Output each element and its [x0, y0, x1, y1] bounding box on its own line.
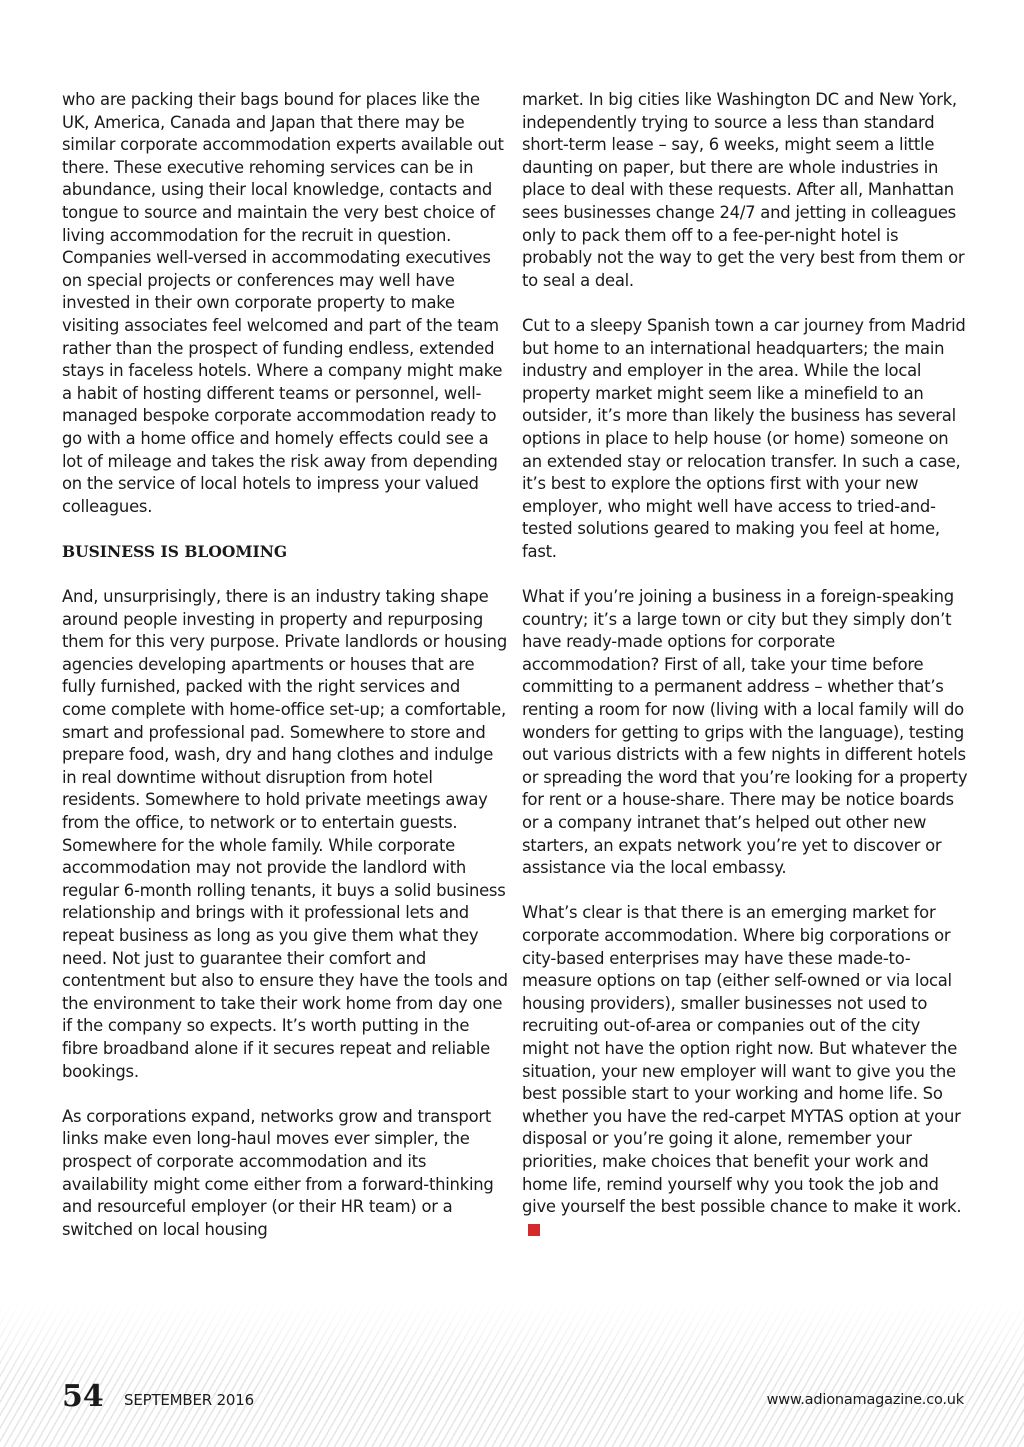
diagonal-hatch-decoration	[0, 1300, 1024, 1447]
right-paragraph-4: What’s clear is that there is an emerging market for corporate accommodation. Where big corporations or city-based enterprises may have these made-to-measure options on tap (either self-owned or via local housing providers), smaller businesses not used to recruiting out-of-area or companies out of the city might not have the option right now. But whatever the situation, your new employer will want to give you the best possible start to your working and home life. So whether you have the red-carpet MYTAS option at your disposal or you’re going it alone, remember your priorities, make choices that benefit your work and home life, remind yourself why you took the job and give yourself the best possible chance to make it work.	[522, 903, 962, 1217]
right-paragraph-4-wrapper	[522, 902, 968, 1241]
article-left-column	[62, 89, 508, 1264]
left-paragraph-3: As corporations expand, networks grow and transport links make even long-haul moves ever simpler, the prospect of corporate accommodation and its availability might come either from a forward-thinking and resourceful employer (or their HR team) or a switched on local housing	[62, 1106, 494, 1239]
right-paragraph-1: market. In big cities like Washington DC and New York, independently trying to source a less than standard short-term lease – say, 6 weeks, might seem a little daunting on paper, but there are whole industries in place to deal with these requests. After all, Manhattan sees businesses change 24/7 and jetting in colleagues only to pack them off to a fee-per-night hotel is probably not the way to get the very best from them or to seal a deal.	[522, 90, 965, 290]
right-paragraph-3: What if you’re joining a business in a foreign-speaking country; it’s a large town or city but they simply don’t have ready-made options for corporate accommodation? First of all, take your time before committing to a permanent address – whether that’s renting a room for now (living with a local family will do wonders for getting to grips with the language), testing out various districts with a few nights in different hotels or spreading the word that you’re looking for a property for rent or a house-share. There may be notice boards or a company intranet that’s helped out other new starters, an expats network you’re yet to discover or assistance via the local embassy.	[522, 587, 968, 878]
issue-date: SEPTEMBER 2016	[124, 1391, 254, 1409]
article-right-column	[522, 89, 968, 1264]
left-paragraph-1: who are packing their bags bound for places like the UK, America, Canada and Japan that there may be similar corporate accommodation experts available out there. These executive rehoming services can be in abundance, using their local knowledge, contacts and tongue to source and maintain the very best choice of living accommodation for the recruit in question. Companies well-versed in accommodating executives on special projects or conferences may well have invested in their own corporate property to make visiting associates feel welcomed and part of the team rather than the prospect of funding endless, extended stays in faceless hotels. Where a company might make a habit of hosting different teams or personnel, well-managed bespoke corporate accommodation ready to go with a home office and homely effects could see a lot of mileage and takes the risk away from depending on the service of local hotels to impress your valued colleagues.	[62, 90, 504, 516]
website-url: www.adionamagazine.co.uk	[766, 1392, 964, 1408]
page-number: 54	[62, 1379, 104, 1414]
end-mark-icon	[528, 1224, 540, 1236]
section-heading: BUSINESS IS BLOOMING	[62, 541, 288, 561]
right-paragraph-2: Cut to a sleepy Spanish town a car journey from Madrid but home to an international headquarters; the main industry and employer in the area. While the local property market might seem like a minefield to an outsider, it’s more than likely the business has several options in place to help house (or home) someone on an extended stay or relocation transfer. In such a case, it’s best to explore the options first with your new employer, who might well have access to tried-and-tested solutions geared to making you feel at home, fast.	[522, 315, 966, 561]
page-footer	[62, 1380, 964, 1420]
left-paragraph-2: And, unsurprisingly, there is an industry taking shape around people investing in property and repurposing them for this very purpose. Private landlords or housing agencies developing apartments or houses that are fully furnished, packed with the right services and come complete with home-office set-up; a comfortable, smart and professional pad. Somewhere to store and prepare food, wash, dry and hang clothes and indulge in real downtime without disruption from hotel residents. Somewhere to hold private meetings away from the office, to network or to entertain guests. Somewhere for the whole family. While corporate accommodation may not provide the landlord with regular 6-month rolling tenants, it buys a solid business relationship and brings with it professional lets and repeat business as long as you give them what they need. Not just to guarantee their comfort and contentment but also to ensure they have the tools and the environment to take their work home from day one if the company so expects. It’s worth putting in the fibre broadband alone if it secures repeat and reliable bookings.	[62, 587, 508, 1081]
